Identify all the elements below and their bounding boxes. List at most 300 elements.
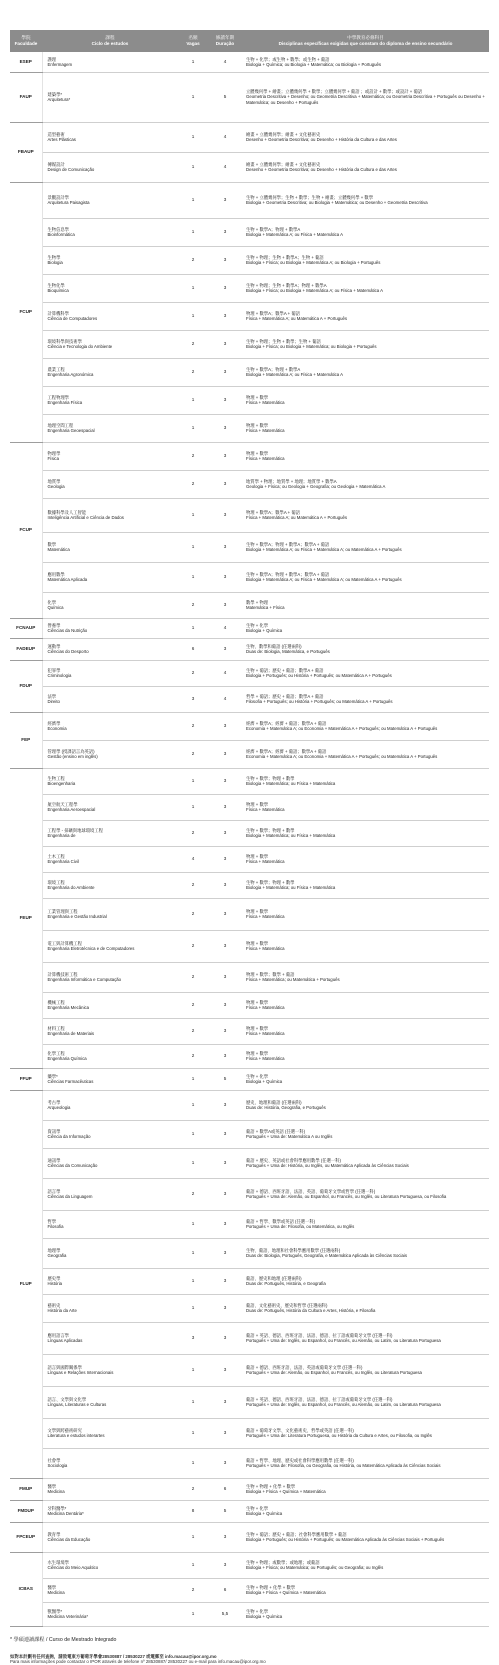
- table-row: [10, 1238, 489, 1268]
- requirements-cell: [242, 898, 489, 930]
- faculty-cell: FAUP: [10, 72, 42, 122]
- requirements-zh: 物理 + 數學: [246, 394, 269, 400]
- faculty-cell: FLUP: [10, 1090, 42, 1478]
- requirements-pt: Geologia + Física; ou Geologia + Geografia; ou Geologia + Matemática A: [246, 484, 386, 489]
- vagas-cell: 2: [178, 592, 208, 618]
- course-name-pt: Design de Comunicação: [47, 167, 95, 172]
- course-name-zh: 電工與計算機工程: [47, 940, 82, 946]
- requirements-pt: Biologia + Matemática; ou Física + Matemática: [246, 833, 336, 838]
- duration-cell: 3: [208, 498, 242, 532]
- requirements-zh: 物理 + 數學: [246, 1025, 269, 1031]
- vagas-cell: 1: [178, 532, 208, 562]
- requirements-zh: 生物 + 物理；生物 + 數學A；物理 + 數學A: [246, 282, 327, 288]
- requirements-cell: [242, 618, 489, 638]
- requirements-zh: 生物 + 數學；物理 + 數學: [246, 827, 295, 833]
- table-row: [10, 1322, 489, 1354]
- requirements-cell: [242, 72, 489, 122]
- duration-cell: 3: [208, 712, 242, 740]
- requirements-pt: Física + Matemática: [246, 400, 285, 405]
- requirements-cell: [242, 1268, 489, 1294]
- requirements-cell: [242, 442, 489, 470]
- course-name-pt: Ciências Farmacêuticas: [47, 1079, 94, 1084]
- requirements-zh: 生物 + 葡語；歷史 + 葡語；數學A + 葡語: [246, 667, 324, 673]
- duration-cell: 3: [208, 470, 242, 498]
- duration-cell: 4: [208, 122, 242, 152]
- course-name-zh: 建築學*: [47, 91, 63, 97]
- requirements-cell: [242, 1552, 489, 1578]
- course-cell: [42, 1090, 178, 1120]
- vagas-cell: 2: [178, 470, 208, 498]
- requirements-pt: Biologia + Física; ou Biologia + Matemática A; ou Biologia + Português: [246, 260, 381, 265]
- course-cell: [42, 618, 178, 638]
- course-name-pt: Filosofia: [47, 1224, 64, 1229]
- requirements-cell: [242, 712, 489, 740]
- course-cell: [42, 794, 178, 820]
- requirements-pt: Português + Uma de: Inglês, ou Espanhol, ou Francês, ou Alemão, ou Latim, ou Literatura Portuguesa: [246, 1338, 441, 1343]
- requirements-zh: 生物 + 物理 + 化學 + 數學: [246, 1584, 296, 1590]
- requirements-zh: 葡語 + 葡萄牙文學、文化藝術史、哲學或英語 (任選一科): [246, 1427, 354, 1433]
- course-name-zh: 環境科學與技術學: [47, 338, 82, 344]
- course-name-zh: 農業工程: [47, 366, 65, 372]
- requirements-zh: 歷史、地理和葡語 (任選兩科): [246, 1099, 302, 1105]
- duration-cell: 3: [208, 1210, 242, 1238]
- requirements-cell: [242, 122, 489, 152]
- course-cell: [42, 218, 178, 246]
- duration-cell: 4: [208, 52, 242, 72]
- requirements-pt: Português + Uma de: Filosofia, ou Matemática, ou Inglês: [246, 1224, 355, 1229]
- requirements-pt: Biologia + Química: [246, 1614, 283, 1619]
- table-row: [10, 442, 489, 470]
- requirements-zh: 物理 + 數學A；數學A + 葡語: [246, 310, 300, 316]
- course-name-zh: 地質學: [47, 478, 61, 484]
- vagas-cell: 1: [178, 152, 208, 182]
- requirements-zh: 葡語、歷史和地理 (任選兩科): [246, 1275, 302, 1281]
- vagas-cell: 1: [178, 1522, 208, 1552]
- duration-cell: 3: [208, 1148, 242, 1178]
- course-cell: [42, 532, 178, 562]
- course-name-pt: Enfermagem: [47, 61, 73, 67]
- course-cell: [42, 1294, 178, 1322]
- course-name-pt: Criminologia: [47, 673, 72, 678]
- course-name-zh: 物理學: [47, 450, 61, 456]
- course-cell: [42, 72, 178, 122]
- header-requirements: 中學教育必修科目 Disciplinas específicas exigidas que constam do diploma de ensino secundário: [242, 30, 489, 52]
- requirements-zh: 葡語 + 數學A或英語 (任選一科): [246, 1128, 306, 1134]
- course-cell: [42, 122, 178, 152]
- duration-cell: 4: [208, 660, 242, 686]
- requirements-pt: Biologia + Física; ou Biologia + Matemática; ou Biologia + Português: [246, 344, 377, 349]
- requirements-zh: 生物 + 物理 + 化學 + 數學: [246, 1483, 296, 1489]
- requirements-pt: Biologia + Português; ou História + Português; ou Matemática Aplicada às Ciências Sociais + Português: [246, 1537, 445, 1542]
- header-vagas: 名額 Vagas: [178, 30, 208, 52]
- vagas-cell: 2: [178, 1044, 208, 1068]
- vagas-cell: 2: [178, 1478, 208, 1500]
- table-row: [10, 794, 489, 820]
- table-row: [10, 1294, 489, 1322]
- duration-cell: 3: [208, 386, 242, 414]
- requirements-zh: 生物 + 葡語；歷史 + 葡語；社會科學應用數學 + 葡語: [246, 1531, 347, 1537]
- requirements-pt: Biologia + Física; ou Matemática; ou Português; ou Geografia; ou Inglês: [246, 1565, 384, 1570]
- requirements-pt: Biologia + Português; ou História + Português; ou Matemática A + Português: [246, 673, 392, 678]
- requirements-pt: Física + Matemática: [246, 1031, 285, 1036]
- vagas-cell: 2: [178, 660, 208, 686]
- table-row: [10, 1018, 489, 1044]
- requirements-cell: [242, 386, 489, 414]
- course-name-pt: Engenharia Mecânica: [47, 1005, 90, 1010]
- duration-cell: 3: [208, 1090, 242, 1120]
- vagas-cell: 1: [178, 794, 208, 820]
- requirements-cell: [242, 1386, 489, 1418]
- requirements-zh: 葡語 + 德語、西班牙語、法語、英語、葡萄牙文學或哲學 (任選一科): [246, 1188, 376, 1194]
- requirements-cell: [242, 1522, 489, 1552]
- table-row: [10, 686, 489, 712]
- vagas-cell: 1: [178, 302, 208, 330]
- course-cell: [42, 274, 178, 302]
- course-cell: [42, 638, 178, 660]
- duration-cell: 3: [208, 1322, 242, 1354]
- faculty-cell: FEP: [10, 712, 42, 768]
- vagas-cell: 2: [178, 740, 208, 768]
- course-cell: [42, 562, 178, 592]
- course-name-pt: Línguas Aplicadas: [47, 1338, 83, 1343]
- table-row: [10, 712, 489, 740]
- faculty-cell: ESEP: [10, 52, 42, 72]
- requirements-zh: 生物 + 物理；或數學；或地理；或葡語: [246, 1559, 320, 1565]
- duration-cell: 3: [208, 768, 242, 794]
- course-name-zh: 語言學: [47, 1188, 61, 1194]
- course-name-zh: 航空航天工程學: [47, 801, 78, 807]
- course-name-zh: 經濟學: [47, 720, 61, 726]
- course-name-zh: 文學與跨藝術研究: [47, 1427, 82, 1433]
- vagas-cell: 2: [178, 1178, 208, 1210]
- faculty-cell: FMUP: [10, 1478, 42, 1500]
- requirements-pt: Física + Matemática A; ou Matemática A + Português: [246, 515, 348, 520]
- requirements-pt: Biologia + Física; ou Biologia + Matemática A; ou Física + Matemática A: [246, 288, 383, 293]
- course-name-pt: Geografia: [47, 1253, 67, 1258]
- requirements-cell: [242, 638, 489, 660]
- course-name-zh: 應用數學: [47, 571, 65, 577]
- table-row: [10, 1386, 489, 1418]
- faculty-cell: FDUP: [10, 660, 42, 712]
- requirements-cell: [242, 794, 489, 820]
- header-duration: 修讀年期 Duração: [208, 30, 242, 52]
- course-name-zh: 化學: [47, 599, 57, 605]
- course-cell: [42, 872, 178, 898]
- requirements-cell: [242, 1294, 489, 1322]
- requirements-cell: [242, 1178, 489, 1210]
- course-name-zh: 法學: [47, 693, 57, 699]
- course-cell: [42, 740, 178, 768]
- duration-cell: 3: [208, 1238, 242, 1268]
- requirements-cell: [242, 846, 489, 872]
- course-name-zh: 傳媒設計: [47, 161, 65, 167]
- requirements-cell: [242, 358, 489, 386]
- requirements-pt: Português + Uma de: Alemão, ou Espanhol, ou Francês, ou Inglês, ou Literatura Portuguesa: [246, 1370, 422, 1375]
- vagas-cell: 2: [178, 358, 208, 386]
- vagas-cell: 1: [178, 72, 208, 122]
- course-name-pt: Ciências da Comunicação: [47, 1163, 98, 1168]
- duration-cell: 6: [208, 1578, 242, 1602]
- table-row: [10, 1090, 489, 1120]
- course-cell: [42, 686, 178, 712]
- requirements-cell: [242, 686, 489, 712]
- duration-cell: 5: [208, 1068, 242, 1090]
- table-row: [10, 962, 489, 992]
- requirements-cell: [242, 768, 489, 794]
- duration-cell: 3: [208, 898, 242, 930]
- vagas-cell: 1: [178, 1448, 208, 1478]
- requirements-zh: 哲學 + 葡語；歷史 + 葡語；數學A + 葡語: [246, 693, 324, 699]
- duration-cell: 3: [208, 638, 242, 660]
- requirements-zh: 生物 + 化學: [246, 1073, 269, 1079]
- course-name-zh: 化學工程: [47, 1050, 65, 1056]
- faculty-cell: FADEUP: [10, 638, 42, 660]
- vagas-cell: 2: [178, 992, 208, 1018]
- requirements-cell: [242, 1090, 489, 1120]
- requirements-cell: [242, 820, 489, 846]
- table-row: [10, 1418, 489, 1448]
- vagas-cell: 1: [178, 52, 208, 72]
- course-name-pt: Bioquímica: [47, 288, 69, 293]
- requirements-zh: 生物 + 數學；物理 + 數學: [246, 775, 295, 781]
- requirements-pt: Desenho + Geometria Descritiva; ou Desenho + História da Cultura e das Artes: [246, 137, 397, 142]
- course-name-pt: Ciências da Educação: [47, 1537, 91, 1542]
- contact-pt: Para mais informações pode contactar o IPOR através de telefone nº 28530887/ 28530227 ou e-mail para info.macau@ipor.org.mo: [10, 1659, 266, 1665]
- requirements-zh: 立體幾何學 + 繪畫；立體幾何學 + 數學；立體幾何學 + 葡語 ；或設計 + 數學；或設計 + 葡語: [246, 89, 423, 95]
- course-name-zh: 護理: [47, 56, 57, 62]
- course-name-pt: Ciência de Computadores: [47, 316, 98, 321]
- requirements-zh: 物理 + 數學: [246, 908, 269, 914]
- course-name-pt: Medicina: [47, 1590, 65, 1595]
- requirements-zh: 生物、數學和葡語 (任選兩科): [246, 643, 302, 649]
- course-name-pt: História: [47, 1281, 63, 1286]
- requirements-zh: 葡語 + 英語、德語、西班牙語、法語、德語、拉丁語或葡萄牙文學 (任選一科): [246, 1332, 393, 1338]
- course-name-zh: 生物工程: [47, 775, 65, 781]
- requirements-pt: Português + Uma de: Filosofia, ou Geografia, ou História, ou Matemática Aplicada às Ciências Sociais: [246, 1463, 441, 1468]
- vagas-cell: 2: [178, 1578, 208, 1602]
- duration-cell: 3: [208, 274, 242, 302]
- table-row: [10, 1210, 489, 1238]
- requirements-cell: [242, 930, 489, 962]
- course-name-zh: 藝術史: [47, 1302, 61, 1308]
- vagas-cell: 1: [178, 274, 208, 302]
- course-name-zh: 獸醫學*: [47, 1608, 63, 1614]
- course-name-pt: Engenharia do Ambiente: [47, 885, 95, 890]
- requirements-pt: Biologia + Geometria Descritiva; ou Biologia + Matemática; ou Desenho + Geometria Descritiva: [246, 200, 428, 205]
- requirements-cell: [242, 532, 489, 562]
- requirements-zh: 生物 + 數學；物理 + 數學: [246, 879, 295, 885]
- duration-cell: 3: [208, 1354, 242, 1386]
- course-cell: [42, 246, 178, 274]
- course-name-pt: Medicina Dentária*: [47, 1511, 84, 1516]
- faculty-cell: FPCEUP: [10, 1522, 42, 1552]
- table-row: [10, 618, 489, 638]
- table-row: [10, 1522, 489, 1552]
- course-name-zh: 水生環境學: [47, 1559, 69, 1565]
- requirements-cell: [242, 1018, 489, 1044]
- vagas-cell: 3: [178, 1322, 208, 1354]
- course-name-pt: Matemática: [47, 547, 70, 552]
- course-name-pt: Inteligência Artificial e Ciência de Dados: [47, 515, 124, 520]
- duration-cell: 3: [208, 930, 242, 962]
- duration-cell: 3: [208, 1178, 242, 1210]
- requirements-zh: 物理 + 數學: [246, 801, 269, 807]
- courses-table: [10, 30, 489, 1627]
- duration-cell: 3: [208, 1552, 242, 1578]
- duration-cell: 3: [208, 532, 242, 562]
- course-cell: [42, 182, 178, 218]
- requirements-pt: Física + Matemática A; ou Matemática A + Português: [246, 316, 348, 321]
- course-cell: [42, 930, 178, 962]
- duration-cell: 3: [208, 562, 242, 592]
- table-row: [10, 246, 489, 274]
- requirements-cell: [242, 1478, 489, 1500]
- course-name-zh: 工程學 - 採礦與地球環境工程: [47, 827, 103, 833]
- table-row: [10, 470, 489, 498]
- course-cell: [42, 1522, 178, 1552]
- course-name-pt: Ciências da Linguagem: [47, 1194, 93, 1199]
- requirements-cell: [242, 1044, 489, 1068]
- course-name-zh: 考古學: [47, 1099, 61, 1105]
- table-row: [10, 872, 489, 898]
- course-name-pt: Sociologia: [47, 1463, 68, 1468]
- course-name-zh: 歷史學: [47, 1275, 61, 1281]
- table-row: [10, 820, 489, 846]
- document-page: [10, 0, 489, 1665]
- course-cell: [42, 1238, 178, 1268]
- requirements-pt: Duas de: Português, História, e Geografia: [246, 1281, 326, 1286]
- contact-zh: 如對本計劃有任何查詢，請致電東方葡萄牙學會28530887 / 28530227 或電郵至 info.macau@ipor.org.mo: [10, 1653, 217, 1659]
- requirements-pt: Filosofia + Português; ou História + Português; ou Matemática A + Português: [246, 699, 393, 704]
- faculty-cell: FEUP: [10, 768, 42, 1068]
- vagas-cell: 2: [178, 872, 208, 898]
- course-name-pt: Engenharia Eletrotécnica e de Computadores: [47, 946, 135, 951]
- table-row: [10, 1354, 489, 1386]
- table-row: [10, 846, 489, 872]
- requirements-zh: 物理 + 數學: [246, 1050, 269, 1056]
- header-course: 課程 Ciclo de estudos: [42, 30, 178, 52]
- course-cell: [42, 152, 178, 182]
- vagas-cell: 1: [178, 1210, 208, 1238]
- vagas-cell: 3: [178, 686, 208, 712]
- table-row: [10, 1578, 489, 1602]
- vagas-cell: 1: [178, 122, 208, 152]
- requirements-pt: Física + Matemática: [246, 1005, 285, 1010]
- requirements-zh: 葡語 + 哲學、數學或英語 (任選一科): [246, 1218, 316, 1224]
- requirements-cell: [242, 1120, 489, 1148]
- vagas-cell: 2: [178, 820, 208, 846]
- vagas-cell: 1: [178, 182, 208, 218]
- requirements-cell: [242, 872, 489, 898]
- requirements-pt: Física + Matemática: [246, 456, 285, 461]
- vagas-cell: 1: [178, 562, 208, 592]
- duration-cell: 5,5: [208, 1602, 242, 1626]
- duration-cell: 3: [208, 330, 242, 358]
- requirements-pt: Biologia + Matemática; ou Física + Matemática: [246, 781, 336, 786]
- faculty-cell: FBAUP: [10, 122, 42, 182]
- course-name-zh: 教育學: [47, 1531, 61, 1537]
- course-name-pt: Engenharia Geoespacial: [47, 428, 95, 433]
- requirements-pt: Duas de: Biologia, Português, Geografia, e Matemática Aplicada às Ciências Sociais: [246, 1253, 407, 1258]
- requirements-zh: 葡語 + 歷史、英語或社會科學應用數學 (任選一科): [246, 1157, 341, 1163]
- requirements-zh: 葡語、文化藝術史、歷史和哲學 (任選兩科): [246, 1302, 328, 1308]
- table-row: [10, 52, 489, 72]
- course-name-pt: Arquitetura*: [47, 97, 71, 102]
- course-cell: [42, 820, 178, 846]
- vagas-cell: 1: [178, 1238, 208, 1268]
- course-name-zh: 營養學: [47, 622, 61, 628]
- vagas-cell: 1: [178, 1294, 208, 1322]
- requirements-pt: Biologia + Física + Química + Matemática: [246, 1489, 326, 1494]
- course-name-pt: Engenharia de Materiais: [47, 1031, 95, 1036]
- duration-cell: 3: [208, 740, 242, 768]
- course-name-pt: Medicina Veterinária*: [47, 1614, 89, 1619]
- vagas-cell: 1: [178, 1068, 208, 1090]
- table-row: [10, 740, 489, 768]
- course-cell: [42, 52, 178, 72]
- course-name-zh: 數學: [47, 541, 57, 547]
- table-row: [10, 414, 489, 442]
- vagas-cell: 2: [178, 246, 208, 274]
- course-cell: [42, 992, 178, 1018]
- course-name-pt: História da Arte: [47, 1308, 77, 1313]
- course-name-pt: Engenharia Aeroespacial: [47, 807, 96, 812]
- vagas-cell: 8: [178, 1500, 208, 1522]
- course-name-zh: 生物信息學: [47, 226, 69, 232]
- table-row: [10, 1178, 489, 1210]
- requirements-cell: [242, 1418, 489, 1448]
- requirements-cell: [242, 962, 489, 992]
- course-cell: [42, 1148, 178, 1178]
- course-name-zh: 生物化學: [47, 282, 65, 288]
- duration-cell: 3: [208, 1268, 242, 1294]
- requirements-cell: [242, 660, 489, 686]
- vagas-cell: 2: [178, 330, 208, 358]
- course-name-pt: Línguas, Literaturas e Culturas: [47, 1402, 107, 1407]
- course-name-pt: Engenharia e Gestão Industrial: [47, 914, 107, 919]
- requirements-pt: Biologia + Matemática; ou Física + Matemática: [246, 885, 336, 890]
- table-row: [10, 302, 489, 330]
- course-cell: [42, 1210, 178, 1238]
- vagas-cell: 1: [178, 1602, 208, 1626]
- requirements-pt: Biologia + Química: [246, 1511, 283, 1516]
- requirements-zh: 物理 + 數學A；數學A + 葡語: [246, 509, 300, 515]
- requirements-cell: [242, 1210, 489, 1238]
- course-cell: [42, 1120, 178, 1148]
- vagas-cell: 1: [178, 1552, 208, 1578]
- requirements-pt: Física + Matemática: [246, 428, 285, 433]
- course-cell: [42, 1478, 178, 1500]
- duration-cell: 4: [208, 152, 242, 182]
- requirements-zh: 經濟 + 數學A；經濟 + 葡語；數學A + 葡語: [246, 720, 327, 726]
- requirements-pt: Economia + Matemática A; ou Economia + Matemática A + Português; ou Matemática A + Português: [246, 754, 438, 759]
- course-name-zh: 語言與國際關係學: [47, 1364, 82, 1370]
- duration-cell: 3: [208, 794, 242, 820]
- course-name-pt: Engenharia Informática e Computação: [47, 977, 122, 982]
- requirements-zh: 葡語 + 德語、西班牙語、法語、英語或葡萄牙文學 (任選一科): [246, 1364, 363, 1370]
- course-cell: [42, 1018, 178, 1044]
- course-cell: [42, 1418, 178, 1448]
- requirements-zh: 生物 + 化學: [246, 622, 269, 628]
- table-row: [10, 218, 489, 246]
- course-cell: [42, 660, 178, 686]
- table-row: [10, 638, 489, 660]
- requirements-pt: Biologia + Matemática A; ou Física + Matemática A; ou Matemática A + Português: [246, 577, 402, 582]
- course-name-zh: 地理空間工程: [47, 422, 74, 428]
- course-name-pt: Literatura e estudos interartes: [47, 1433, 105, 1438]
- course-name-pt: Gestão (ensino em inglês): [47, 754, 98, 759]
- course-name-pt: Engenharia de: [47, 833, 76, 838]
